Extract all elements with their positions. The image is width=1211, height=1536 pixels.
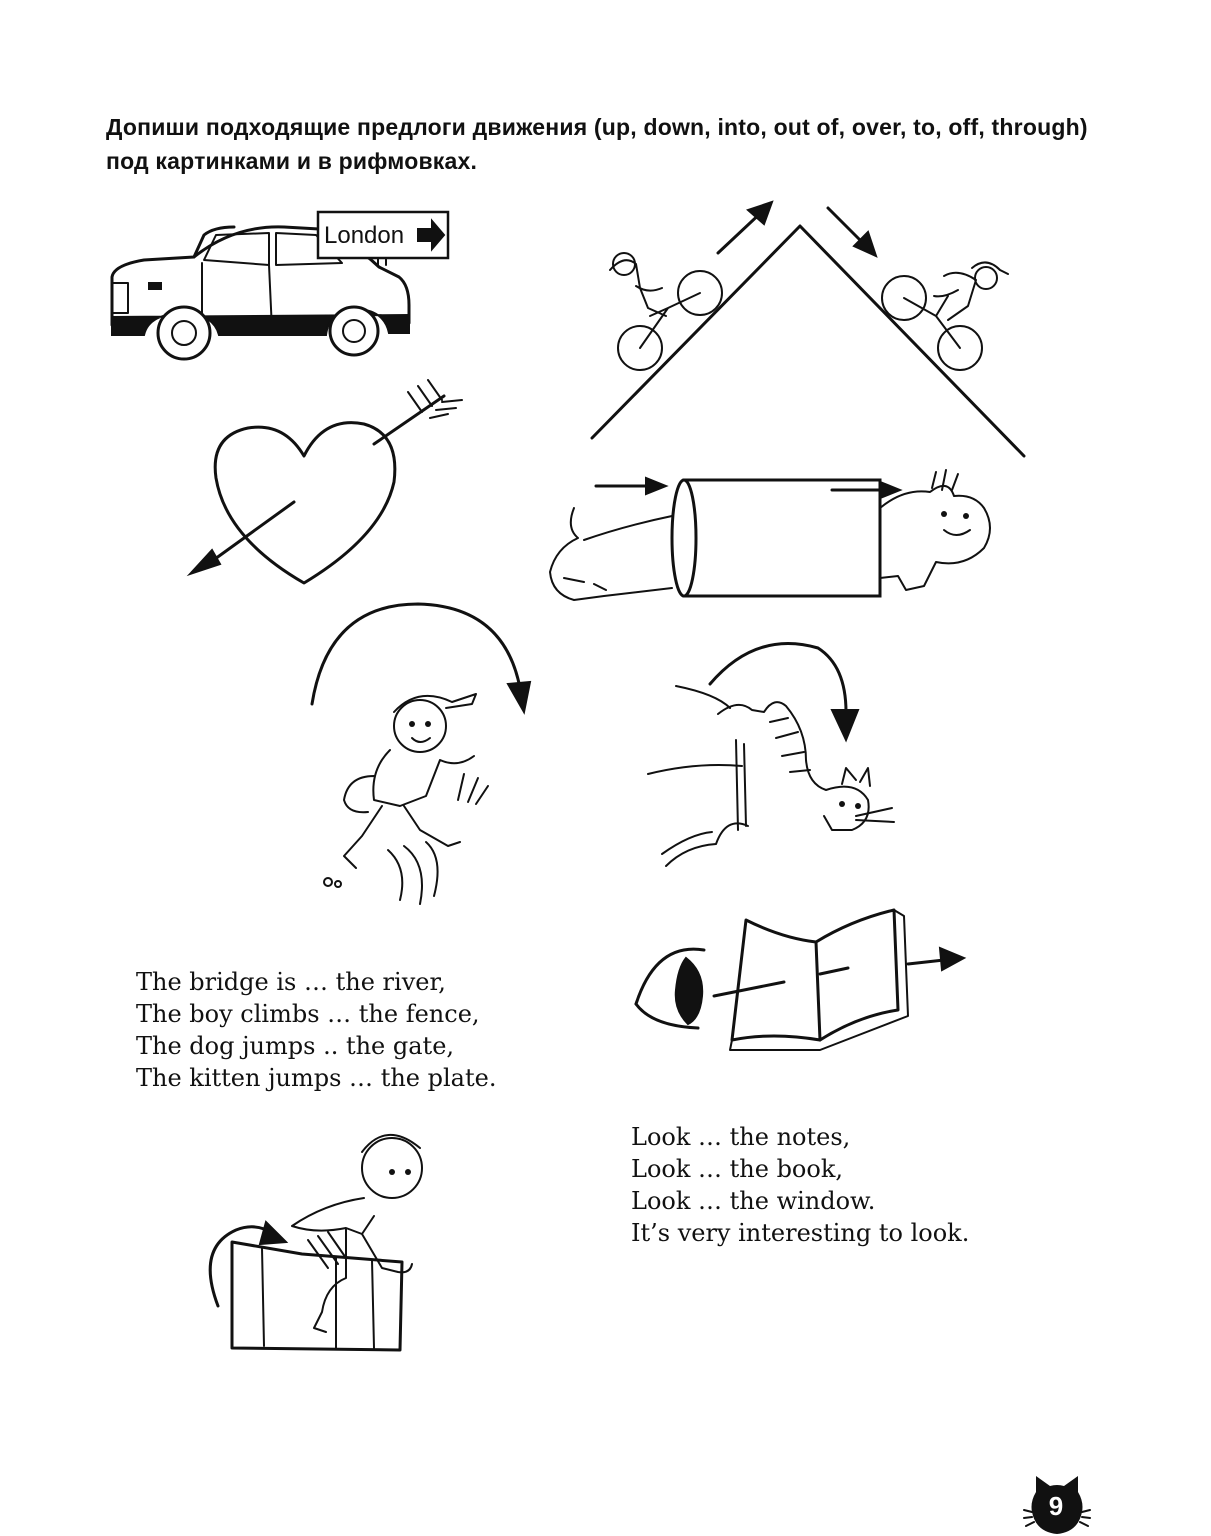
boy-jumping-over-stream-icon — [308, 600, 533, 910]
exercise-instruction: Допиши подходящие предлоги движения (up, down, into, out of, over, to, off, through) под картинками и в рифмовках. — [106, 114, 1088, 174]
boy-climbing-off-fence-icon — [196, 1118, 431, 1353]
arrow-through-heart-icon — [186, 378, 471, 588]
rhyme-over — [136, 966, 496, 1094]
kitten-jumping-off-fence-icon — [646, 640, 901, 870]
rhyme-line: The kitten jumps … the plate. — [136, 1064, 497, 1092]
rhyme-line: The bridge is … the river, — [136, 968, 446, 996]
dog-through-tube-icon — [544, 468, 1004, 608]
page-number: 9 — [1048, 1491, 1064, 1521]
rhyme-look — [631, 1121, 969, 1249]
rhyme-line: It’s very interesting to look. — [631, 1219, 970, 1247]
london-sign-label: London — [324, 222, 405, 249]
car-to-london-icon — [104, 205, 454, 360]
rhyme-line: Look … the book, — [631, 1155, 844, 1183]
cyclists-up-down-hill-icon — [588, 198, 1028, 463]
eye-looking-through-book-icon — [632, 900, 967, 1060]
rhyme-line: The dog jumps .. the gate, — [136, 1032, 455, 1060]
rhyme-line: The boy climbs … the fence, — [136, 1000, 480, 1028]
rhyme-line: Look … the notes, — [631, 1123, 851, 1151]
rhyme-line: Look … the window. — [631, 1187, 876, 1215]
